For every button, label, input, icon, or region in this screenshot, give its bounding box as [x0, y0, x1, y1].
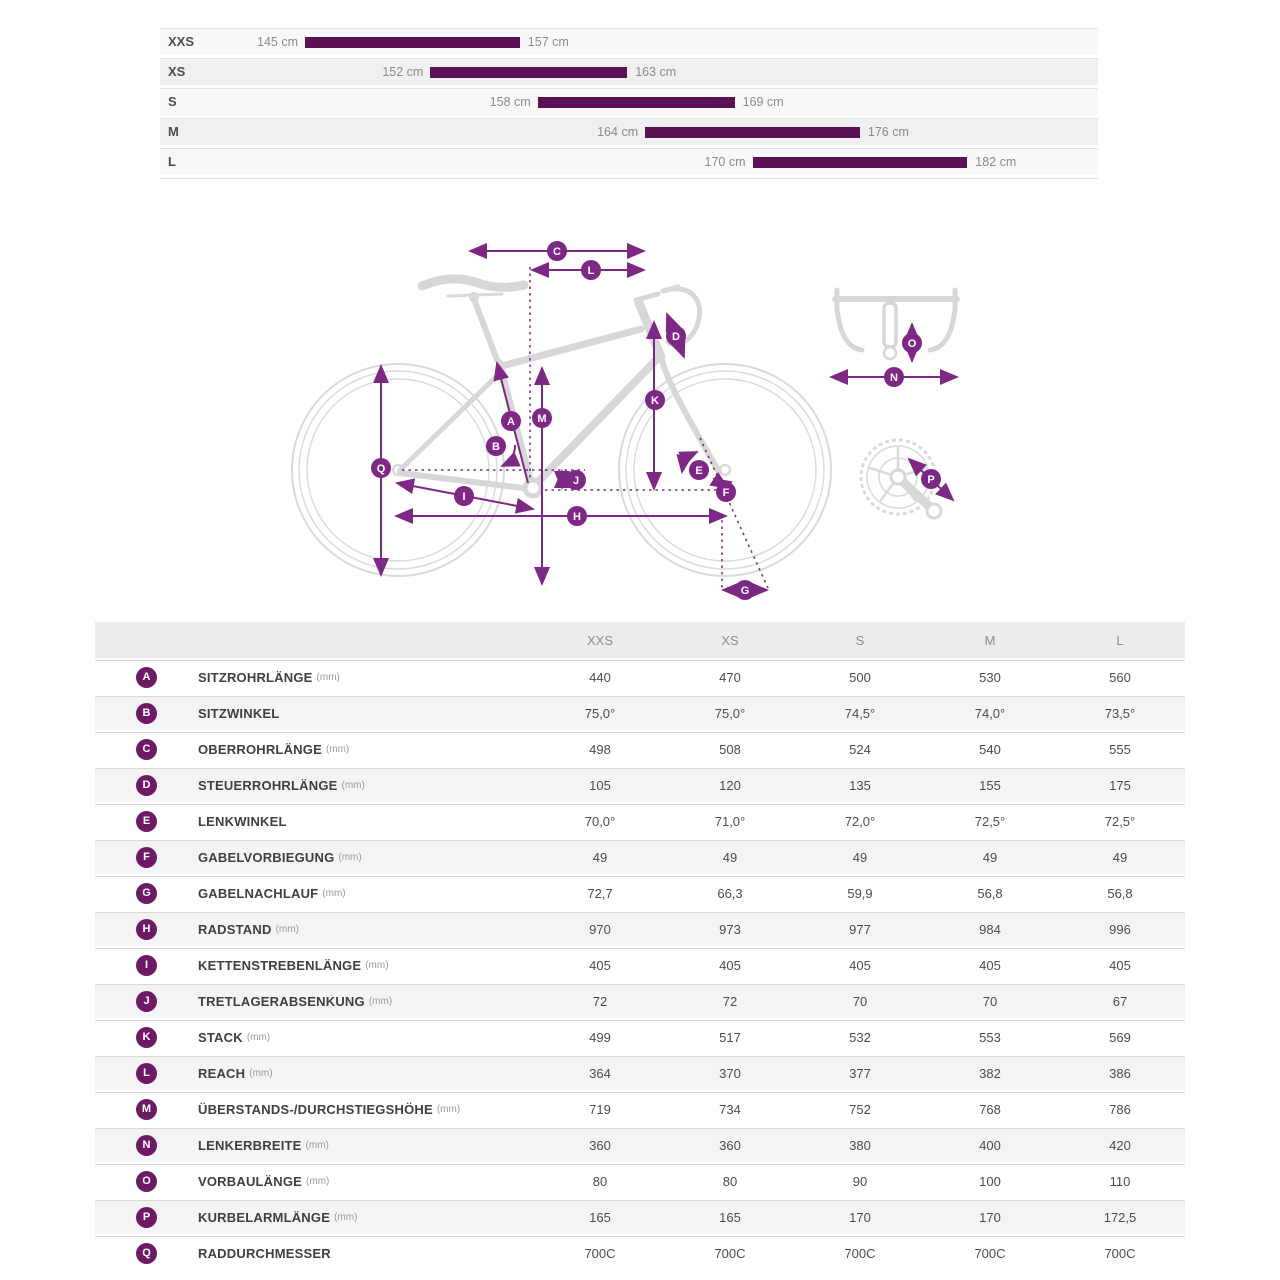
seatpost: [474, 299, 497, 360]
table-row-c: [95, 732, 1185, 766]
value-cell: 569: [1109, 1030, 1131, 1045]
size-label: XXS: [168, 34, 195, 49]
badge-e: [689, 460, 709, 480]
size-label: M: [168, 124, 179, 139]
measure-name: ÜBERSTANDS-/DURCHSTIEGSHÖHE: [198, 1102, 433, 1117]
handlebar-top-view: [835, 290, 957, 359]
value-cell: 540: [979, 742, 1001, 757]
value-cell: 382: [979, 1066, 1001, 1081]
down-tube: [534, 357, 659, 486]
bike-outline: [292, 279, 957, 576]
measure-unit: (mm): [436, 1104, 461, 1115]
max-height-label: 163 cm: [635, 65, 677, 79]
value-cell: 75,0°: [714, 706, 746, 721]
value-cell: 49: [982, 850, 998, 865]
bike-geometry-diagram: [0, 220, 1280, 620]
value-cell: 135: [849, 778, 871, 793]
table-row-q: [95, 1236, 1185, 1270]
value-cell: 786: [1109, 1102, 1131, 1117]
value-cell: 405: [589, 958, 611, 973]
size-label: L: [168, 154, 176, 169]
size-row-m: [160, 118, 1098, 145]
height-range-bar: [305, 37, 520, 48]
value-cell: 90: [852, 1174, 868, 1189]
value-cell: 380: [849, 1138, 871, 1153]
table-header-row: [95, 622, 1185, 658]
min-height-label: 145 cm: [257, 35, 298, 49]
value-cell: 700C: [1104, 1246, 1136, 1261]
value-cell: 719: [589, 1102, 611, 1117]
value-cell: 734: [719, 1102, 741, 1117]
min-height-label: 152 cm: [382, 65, 424, 79]
table-row-g: [95, 876, 1185, 910]
max-height-label: 182 cm: [975, 155, 1017, 169]
letter-badge-b: B: [136, 703, 157, 724]
value-cell: 70: [852, 994, 868, 1009]
stem-top-view: [884, 303, 896, 347]
badge-o-letter: O: [907, 338, 917, 350]
value-cell: 553: [979, 1030, 1001, 1045]
badge-c-letter: C: [553, 246, 561, 258]
table-row-b: [95, 696, 1185, 730]
value-cell: 400: [979, 1138, 1001, 1153]
letter-badge-o: O: [136, 1171, 157, 1192]
value-cell: 72: [722, 994, 738, 1009]
header-cell-xs: XS: [721, 632, 739, 648]
table-row-l: [95, 1056, 1185, 1090]
letter-badge-j: J: [136, 991, 157, 1012]
table-row-o: [95, 1164, 1185, 1198]
value-cell: 110: [1109, 1174, 1131, 1189]
measure-name: GABELVORBIEGUNG: [198, 850, 335, 865]
value-cell: 360: [589, 1138, 611, 1153]
value-cell: 80: [592, 1174, 608, 1189]
value-cell: 165: [589, 1210, 611, 1225]
measure-label-cell: [95, 1099, 535, 1120]
size-label: S: [168, 94, 177, 109]
table-row-k: [95, 1020, 1185, 1054]
value-cell: 700C: [714, 1246, 746, 1261]
value-cell: 386: [1109, 1066, 1131, 1081]
measure-label-cell: [95, 775, 535, 796]
size-row-s: [160, 88, 1098, 115]
value-cell: 165: [719, 1210, 741, 1225]
value-cell: 405: [849, 958, 871, 973]
measure-name: VORBAULÄNGE: [198, 1174, 303, 1189]
value-cell: 517: [719, 1030, 741, 1045]
measure-label-cell: [95, 1171, 535, 1192]
measure-label-cell: [95, 883, 535, 904]
measure-name: OBERROHRLÄNGE: [198, 742, 322, 757]
value-cell: 530: [979, 670, 1001, 685]
value-cell: 700C: [844, 1246, 876, 1261]
value-cell: 49: [1112, 850, 1128, 865]
badge-p-letter: P: [927, 474, 935, 486]
measure-label-cell: [95, 919, 535, 940]
value-cell: 74,0°: [974, 706, 1006, 721]
measure-name: GABELNACHLAUF: [198, 886, 319, 901]
height-range-bar: [753, 157, 968, 168]
table-row-e: [95, 804, 1185, 838]
letter-badge-m: M: [136, 1099, 157, 1120]
letter-badge-l: L: [136, 1063, 157, 1084]
value-cell: 364: [589, 1066, 611, 1081]
value-cell: 100: [979, 1174, 1001, 1189]
badge-b: [486, 436, 506, 456]
min-height-label: 158 cm: [489, 95, 531, 109]
letter-badge-g: G: [136, 883, 157, 904]
height-range-bar: [538, 97, 735, 108]
letter-badge-n: N: [136, 1135, 157, 1156]
table-row-a: [95, 660, 1185, 694]
value-cell: 498: [589, 742, 611, 757]
value-cell: 470: [719, 670, 741, 685]
measure-unit: (mm): [365, 960, 389, 971]
value-cell: 70: [982, 994, 998, 1009]
measure-unit: (mm): [334, 1212, 358, 1223]
badge-m: [532, 408, 552, 428]
header-cell-s: S: [855, 632, 865, 648]
letter-badge-h: H: [136, 919, 157, 940]
letter-badge-i: I: [136, 955, 157, 976]
height-range-bar: [645, 127, 860, 138]
value-cell: 524: [849, 742, 871, 757]
table-row-d: [95, 768, 1185, 802]
value-cell: 49: [852, 850, 868, 865]
value-cell: 984: [979, 922, 1001, 937]
header-cell-m: M: [984, 632, 996, 648]
badge-k-letter: K: [651, 395, 659, 407]
value-cell: 555: [1109, 742, 1131, 757]
letter-badge-c: C: [136, 739, 157, 760]
measure-name: LENKWINKEL: [198, 814, 287, 829]
measure-name: KURBELARMLÄNGE: [198, 1210, 331, 1225]
measure-unit: (mm): [246, 1032, 271, 1043]
measure-unit: (mm): [275, 924, 299, 935]
value-cell: 508: [719, 742, 741, 757]
max-height-label: 157 cm: [527, 35, 569, 49]
saddle: [422, 279, 524, 288]
badge-l-letter: L: [587, 265, 595, 277]
measure-label-cell: [95, 739, 535, 760]
badge-m-letter: M: [537, 413, 547, 425]
value-cell: 752: [849, 1102, 871, 1117]
table-row-m: [95, 1092, 1185, 1126]
value-cell: 49: [722, 850, 738, 865]
measure-label-cell: [95, 991, 535, 1012]
table-row-f: [95, 840, 1185, 874]
table-row-h: [95, 912, 1185, 946]
badge-o: [902, 333, 922, 353]
value-cell: 75,0°: [584, 706, 616, 721]
measure-label-cell: [95, 847, 535, 868]
value-cell: 405: [719, 958, 741, 973]
letter-badge-d: D: [136, 775, 157, 796]
measure-unit: (mm): [249, 1068, 273, 1079]
measure-name: STEUERROHRLÄNGE: [198, 778, 338, 793]
value-cell: 120: [719, 778, 741, 793]
value-cell: 175: [1109, 778, 1131, 793]
measure-label-cell: [95, 1135, 535, 1156]
value-cell: 72,7: [587, 886, 613, 901]
table-row-i: [95, 948, 1185, 982]
value-cell: 560: [1109, 670, 1131, 685]
value-cell: 72,5°: [974, 814, 1006, 829]
measure-unit: (mm): [341, 780, 365, 791]
min-height-label: 164 cm: [597, 125, 639, 139]
measure-unit: (mm): [338, 852, 362, 863]
measure-label-cell: [95, 667, 535, 688]
measure-label-cell: [95, 1207, 535, 1228]
value-cell: 700C: [974, 1246, 1006, 1261]
measure-unit: (mm): [316, 672, 340, 683]
letter-badge-e: E: [136, 811, 157, 832]
letter-badge-k: K: [136, 1027, 157, 1048]
value-cell: 360: [719, 1138, 741, 1153]
table-row-n: [95, 1128, 1185, 1162]
badge-n: [884, 367, 904, 387]
value-cell: 59,9: [847, 886, 873, 901]
measure-name: SITZROHRLÄNGE: [198, 670, 313, 685]
table-row-j: [95, 984, 1185, 1018]
badge-g: [735, 580, 755, 600]
frame: [400, 279, 719, 496]
size-label: XS: [168, 64, 186, 79]
value-cell: 73,5°: [1104, 706, 1136, 721]
value-cell: 977: [849, 922, 871, 937]
table-row-p: [95, 1200, 1185, 1234]
measure-name: LENKERBREITE: [198, 1138, 302, 1153]
badge-d-letter: D: [672, 331, 680, 343]
value-cell: 768: [979, 1102, 1001, 1117]
measure-unit: (mm): [305, 1140, 329, 1151]
measure-unit: (mm): [306, 1176, 330, 1187]
measure-name: KETTENSTREBENLÄNGE: [198, 958, 362, 973]
height-range-bar: [430, 67, 627, 78]
badge-c: [547, 241, 567, 261]
stem: [636, 294, 658, 300]
badge-l: [581, 260, 601, 280]
badge-h: [567, 506, 587, 526]
size-row-l: [160, 148, 1098, 175]
value-cell: 71,0°: [714, 814, 746, 829]
measure-name: REACH: [198, 1066, 246, 1081]
measure-label-cell: [95, 1027, 535, 1048]
value-cell: 170: [979, 1210, 1001, 1225]
badge-q: [371, 458, 391, 478]
letter-badge-a: A: [136, 667, 157, 688]
value-cell: 74,5°: [844, 706, 876, 721]
value-cell: 67: [1112, 994, 1128, 1009]
size-row-xs: [160, 58, 1098, 85]
value-cell: 996: [1109, 922, 1131, 937]
size-row-xxs: [160, 28, 1098, 55]
value-cell: 700C: [584, 1246, 616, 1261]
badge-j-letter: J: [572, 475, 580, 487]
measure-name: RADDURCHMESSER: [198, 1246, 331, 1261]
badge-q-letter: Q: [376, 463, 386, 475]
header-cell-xxs: XXS: [586, 632, 613, 648]
measure-label-cell: [95, 955, 535, 976]
rider-height-chart: [160, 28, 1098, 179]
value-cell: 370: [719, 1066, 741, 1081]
badge-f-letter: F: [722, 487, 730, 499]
badge-b-letter: B: [492, 441, 500, 453]
value-cell: 66,3: [717, 886, 743, 901]
measure-name: SITZWINKEL: [198, 706, 280, 721]
letter-badge-f: F: [136, 847, 157, 868]
value-cell: 532: [849, 1030, 871, 1045]
measure-unit: (mm): [322, 888, 346, 899]
min-height-label: 170 cm: [704, 155, 746, 169]
badge-a-letter: A: [507, 416, 515, 428]
badge-j: [566, 470, 586, 490]
value-cell: 155: [979, 778, 1001, 793]
value-cell: 70,0°: [584, 814, 616, 829]
value-cell: 377: [849, 1066, 871, 1081]
value-cell: 440: [589, 670, 611, 685]
measure-name: RADSTAND: [198, 922, 272, 937]
value-cell: 72: [592, 994, 608, 1009]
value-cell: 105: [589, 778, 611, 793]
letter-badge-q: Q: [136, 1243, 157, 1264]
badge-g-letter: G: [740, 585, 750, 597]
value-cell: 49: [592, 850, 608, 865]
measure-unit: (mm): [368, 996, 393, 1007]
badge-n-letter: N: [890, 372, 898, 384]
value-cell: 405: [979, 958, 1001, 973]
measure-label-cell: [95, 703, 535, 724]
badge-p: [921, 469, 941, 489]
header-cell-l: L: [1116, 632, 1124, 648]
value-cell: 72,5°: [1104, 814, 1136, 829]
value-cell: 500: [849, 670, 871, 685]
badge-a: [501, 411, 521, 431]
letter-badge-p: P: [136, 1207, 157, 1228]
measure-name: STACK: [198, 1030, 243, 1045]
badge-k: [645, 390, 665, 410]
value-cell: 973: [719, 922, 741, 937]
value-cell: 420: [1109, 1138, 1131, 1153]
badge-d: [666, 326, 686, 346]
badge-i: [454, 486, 474, 506]
geometry-table: [95, 622, 1185, 1270]
fork: [661, 357, 719, 472]
top-tube: [502, 329, 641, 366]
measure-name: TRETLAGERABSENKUNG: [198, 994, 365, 1009]
value-cell: 170: [849, 1210, 871, 1225]
value-cell: 970: [589, 922, 611, 937]
value-cell: 72,0°: [844, 814, 876, 829]
measure-unit: (mm): [325, 744, 350, 755]
max-height-label: 176 cm: [867, 125, 909, 139]
value-cell: 499: [589, 1030, 611, 1045]
badge-h-letter: H: [573, 511, 581, 523]
badge-f: [716, 482, 736, 502]
badge-e-letter: E: [695, 465, 703, 477]
value-cell: 56,8: [977, 886, 1003, 901]
measure-label-cell: [95, 1063, 535, 1084]
value-cell: 172,5: [1103, 1210, 1137, 1225]
measure-label-cell: [95, 811, 535, 832]
measure-label-cell: [95, 1243, 535, 1264]
value-cell: 80: [722, 1174, 738, 1189]
value-cell: 405: [1109, 958, 1131, 973]
badge-i-letter: I: [462, 491, 466, 503]
value-cell: 56,8: [1107, 886, 1133, 901]
max-height-label: 169 cm: [742, 95, 784, 109]
